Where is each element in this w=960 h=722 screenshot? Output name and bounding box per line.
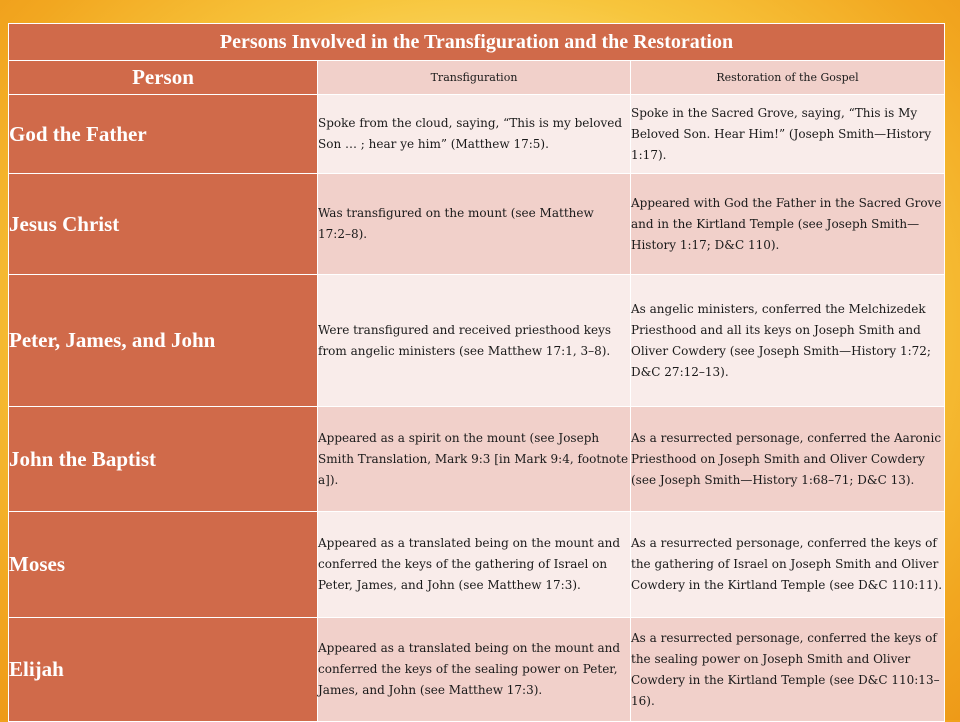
transfiguration-cell: Appeared as a spirit on the mount (see Joseph Smith Translation, Mark 9:3 [in Mark 9:4, footnote a]). xyxy=(318,407,631,512)
comparison-table xyxy=(8,23,945,722)
table-title: Persons Involved in the Transfiguration and the Restoration xyxy=(9,24,945,61)
transfiguration-cell: Was transfigured on the mount (see Matthew 17:2–8). xyxy=(318,174,631,275)
restoration-cell: Appeared with God the Father in the Sacred Grove and in the Kirtland Temple (see Joseph Smith—History 1:17; D&C 110). xyxy=(631,174,945,275)
header-person: Person xyxy=(9,61,318,95)
person-name: Elijah xyxy=(9,618,318,722)
table-row xyxy=(9,407,945,512)
restoration-cell: As a resurrected personage, conferred the Aaronic Priesthood on Joseph Smith and Oliver Cowdery (see Joseph Smith—History 1:68–71; D&C 13). xyxy=(631,407,945,512)
person-name: God the Father xyxy=(9,95,318,174)
transfiguration-cell: Appeared as a translated being on the mount and conferred the keys of the gathering of Israel on Peter, James, and John (see Matthew 17:3). xyxy=(318,512,631,618)
restoration-cell: As a resurrected personage, conferred the keys of the sealing power on Joseph Smith and Oliver Cowdery in the Kirtland Temple (see D&C 110:13–16). xyxy=(631,618,945,722)
person-name: John the Baptist xyxy=(9,407,318,512)
table-row xyxy=(9,95,945,174)
person-name: Jesus Christ xyxy=(9,174,318,275)
header-restoration: Restoration of the Gospel xyxy=(631,61,945,95)
restoration-cell: As angelic ministers, conferred the Melchizedek Priesthood and all its keys on Joseph Smith and Oliver Cowdery (see Joseph Smith—History 1:72; D&C 27:12–13). xyxy=(631,275,945,407)
restoration-cell: Spoke in the Sacred Grove, saying, “This is My Beloved Son. Hear Him!” (Joseph Smith—History 1:17). xyxy=(631,95,945,174)
restoration-cell: As a resurrected personage, conferred the keys of the gathering of Israel on Joseph Smith and Oliver Cowdery in the Kirtland Temple (see D&C 110:11). xyxy=(631,512,945,618)
table-row xyxy=(9,512,945,618)
header-transfiguration: Transfiguration xyxy=(318,61,631,95)
header-row xyxy=(9,61,945,95)
table-row xyxy=(9,174,945,275)
transfiguration-cell: Spoke from the cloud, saying, “This is my beloved Son … ; hear ye him” (Matthew 17:5). xyxy=(318,95,631,174)
table-row xyxy=(9,618,945,722)
title-row xyxy=(9,24,945,61)
person-name: Peter, James, and John xyxy=(9,275,318,407)
person-name: Moses xyxy=(9,512,318,618)
table-row xyxy=(9,275,945,407)
transfiguration-cell: Were transfigured and received priesthood keys from angelic ministers (see Matthew 17:1, 3–8). xyxy=(318,275,631,407)
transfiguration-cell: Appeared as a translated being on the mount and conferred the keys of the sealing power on Peter, James, and John (see Matthew 17:3). xyxy=(318,618,631,722)
